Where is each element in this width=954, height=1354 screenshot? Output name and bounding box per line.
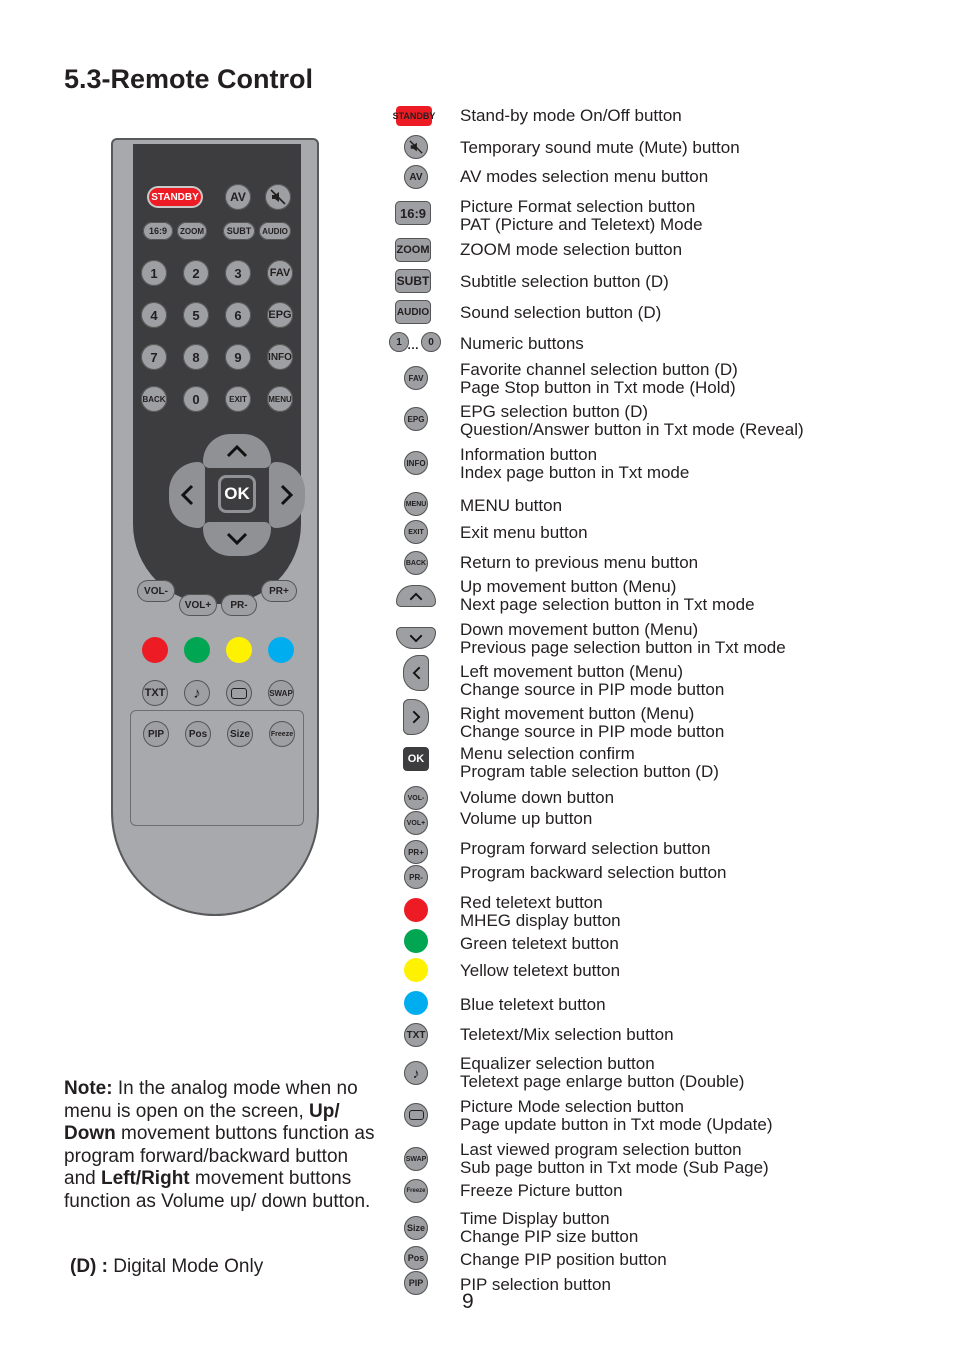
legend-line: Menu selection confirm [460, 744, 635, 763]
remote-key-5: 5 [183, 302, 209, 328]
legend-line: AV modes selection menu button [460, 167, 709, 186]
remote-info-button: INFO [267, 344, 293, 370]
legend-text-vol-minus [460, 789, 614, 807]
down-arrow-icon [226, 532, 248, 546]
legend-text-fav [460, 361, 738, 397]
mute-icon [270, 189, 286, 205]
remote-right-button [269, 462, 305, 528]
legend-swap-icon: SWAP [404, 1147, 428, 1171]
remote-mute-button [265, 184, 291, 210]
legend-line: Time Display button [460, 1209, 610, 1228]
legend-freeze-icon: Freeze [404, 1179, 428, 1203]
down-arrow-icon [409, 634, 423, 643]
remote-key-2: 2 [183, 260, 209, 286]
legend-text-yellow [460, 962, 620, 980]
analog-mode-note [64, 1078, 382, 1214]
legend-av-icon: AV [404, 165, 428, 189]
legend-menu-icon: MENU [404, 492, 428, 516]
legend-text-ratio [460, 198, 703, 234]
remote-standby-button: STANDBY [149, 188, 201, 206]
legend-text-txt [460, 1026, 674, 1044]
left-arrow-icon [180, 484, 194, 506]
legend-line: Change PIP size button [460, 1227, 639, 1246]
remote-key-6: 6 [225, 302, 251, 328]
picture-mode-icon [231, 688, 247, 699]
left-arrow-icon [412, 666, 421, 680]
legend-line: Page Stop button in Txt mode (Hold) [460, 378, 736, 397]
digital-note-label: (D) : [70, 1256, 108, 1277]
legend-line: Previous page selection button in Txt mode [460, 638, 786, 657]
legend-line: Volume down button [460, 788, 615, 807]
remote-equalizer-button [184, 680, 210, 706]
legend-text-standby [460, 107, 682, 125]
legend-line: Teletext/Mix selection button [460, 1025, 674, 1044]
right-arrow-icon [280, 484, 294, 506]
legend-line: Change PIP position button [460, 1250, 667, 1269]
legend-text-ok [460, 745, 719, 781]
legend-line: Equalizer selection button [460, 1054, 655, 1073]
legend-line: Left movement button (Menu) [460, 662, 684, 681]
remote-back-button: BACK [141, 386, 167, 412]
legend-text-mute [460, 139, 740, 157]
legend-exit-icon: EXIT [404, 520, 428, 544]
remote-ok-button: OK [218, 475, 256, 513]
legend-red-icon [404, 898, 428, 922]
legend-line: Subtitle selection button (D) [460, 272, 669, 291]
legend-text-zoom [460, 241, 682, 259]
legend-line: Numeric buttons [460, 334, 584, 353]
legend-equalizer-icon [404, 1061, 428, 1085]
legend-pr-minus-icon: PR- [404, 865, 428, 889]
legend-text-pip [460, 1276, 611, 1294]
remote-exit-button: EXIT [225, 386, 251, 412]
legend-text-green [460, 935, 619, 953]
legend-line: Picture Mode selection button [460, 1097, 684, 1116]
legend-vol-plus-icon: VOL+ [404, 811, 428, 835]
legend-text-subt [460, 273, 669, 291]
legend-line: Last viewed program selection button [460, 1140, 742, 1159]
right-arrow-icon [412, 710, 421, 724]
page-number: 9 [462, 1290, 474, 1313]
legend-back-icon: BACK [404, 551, 428, 575]
legend-left-button [403, 655, 429, 691]
legend-text-menu [460, 497, 562, 515]
remote-red-button [142, 637, 168, 663]
remote-nav-pad [169, 434, 305, 556]
legend-zoom-icon: ZOOM [395, 238, 431, 262]
legend-text-info [460, 446, 689, 482]
legend-line: Program backward selection button [460, 863, 727, 882]
legend-line: Return to previous menu button [460, 553, 699, 572]
legend-line: Down movement button (Menu) [460, 620, 699, 639]
remote-green-button [184, 637, 210, 663]
legend-line: Yellow teletext button [460, 961, 621, 980]
legend-line: Sound selection button (D) [460, 303, 662, 322]
remote-vol-minus-button: VOL- [137, 580, 175, 602]
legend-fav-icon: FAV [404, 366, 428, 390]
remote-txt-button: TXT [142, 680, 168, 706]
legend-text-right [460, 705, 724, 741]
legend-yellow-icon [404, 958, 428, 982]
remote-key-8: 8 [183, 344, 209, 370]
remote-blue-button [268, 637, 294, 663]
legend-line: Exit menu button [460, 523, 588, 542]
remote-up-button [203, 434, 271, 468]
legend-txt-icon: TXT [404, 1023, 428, 1047]
remote-key-3: 3 [225, 260, 251, 286]
remote-vol-pr-panel [133, 576, 301, 628]
legend-line: PIP selection button [460, 1275, 611, 1294]
legend-blue-icon [404, 991, 428, 1015]
legend-line: Temporary sound mute (Mute) button [460, 138, 740, 157]
picture-mode-icon [409, 1110, 424, 1120]
remote-pip-panel [130, 710, 304, 826]
legend-text-epg [460, 403, 804, 439]
digital-note-text: Digital Mode Only [107, 1256, 264, 1277]
remote-key-0: 0 [183, 386, 209, 412]
legend-up-button [396, 585, 436, 607]
legend-text-blue [460, 996, 606, 1014]
legend-pos-icon: Pos [404, 1246, 428, 1270]
remote-left-button [169, 462, 205, 528]
legend-line: Program table selection button (D) [460, 762, 719, 781]
legend-line: Program forward selection button [460, 839, 711, 858]
legend-line: Next page selection button in Txt mode [460, 595, 755, 614]
remote-pos-button: Pos [185, 721, 211, 747]
up-arrow-icon [409, 592, 423, 601]
legend-size-icon: Size [404, 1216, 428, 1240]
legend-line: Teletext page enlarge button (Double) [460, 1072, 745, 1091]
remote-av-button: AV [225, 184, 251, 210]
remote-swap-button: SWAP [268, 680, 294, 706]
remote-pip-button: PIP [143, 721, 169, 747]
legend-text-equalizer [460, 1055, 744, 1091]
remote-epg-button: EPG [267, 302, 293, 328]
remote-pr-minus-button: PR- [221, 594, 257, 616]
legend-num1-icon: 1 [389, 332, 409, 352]
remote-control-illustration [111, 138, 319, 916]
remote-ratio-button: 16:9 [143, 222, 173, 240]
remote-key-4: 4 [141, 302, 167, 328]
legend-line: Right movement button (Menu) [460, 704, 695, 723]
legend-info-icon: INFO [404, 451, 428, 475]
note-bold: Up/ Down [64, 1100, 340, 1145]
legend-line: Sub page button in Txt mode (Sub Page) [460, 1158, 769, 1177]
remote-down-button [203, 522, 271, 556]
legend-line: Page update button in Txt mode (Update) [460, 1115, 773, 1134]
legend-line: Freeze Picture button [460, 1181, 623, 1200]
remote-audio-button: AUDIO [259, 222, 291, 240]
legend-subt-icon: SUBT [395, 269, 431, 293]
legend-text-up [460, 578, 755, 614]
legend-line: Information button [460, 445, 598, 464]
legend-text-audio [460, 304, 661, 322]
legend-text-red [460, 894, 621, 930]
page-title: 5.3-Remote Control [64, 64, 314, 94]
note-text: In the analog mode when no menu is open on the screen, [64, 1078, 358, 1122]
legend-ratio-icon: 16:9 [395, 201, 431, 225]
legend-text-vol-plus [460, 810, 592, 828]
remote-subt-button: SUBT [223, 222, 255, 240]
legend-text-freeze [460, 1182, 623, 1200]
legend-num0-icon: 0 [421, 332, 441, 352]
legend-line: ZOOM mode selection button [460, 240, 683, 259]
remote-zoom-button: ZOOM [177, 222, 207, 240]
legend-text-exit [460, 524, 588, 542]
remote-size-button: Size [227, 721, 253, 747]
remote-yellow-button [226, 637, 252, 663]
legend-line: Change source in PIP mode button [460, 680, 725, 699]
legend-right-button [403, 699, 429, 735]
legend-text-swap [460, 1141, 769, 1177]
legend-pip-icon: PIP [404, 1271, 428, 1295]
legend-text-av [460, 168, 708, 186]
legend-line: Picture Format selection button [460, 197, 696, 216]
legend-text-back [460, 554, 698, 572]
legend-down-button [396, 627, 436, 649]
remote-menu-button: MENU [267, 386, 293, 412]
remote-key-7: 7 [141, 344, 167, 370]
legend-line: Change source in PIP mode button [460, 722, 725, 741]
legend-text-numeric [460, 335, 584, 353]
legend-text-pos [460, 1251, 667, 1269]
legend-picture-mode-icon [404, 1103, 428, 1127]
legend-pr-plus-icon: PR+ [404, 840, 428, 864]
legend-text-size [460, 1210, 638, 1246]
legend-mute-icon [404, 135, 428, 159]
legend-line: Volume up button [460, 809, 593, 828]
legend-standby-icon: STANDBY [396, 106, 432, 126]
legend-line: Blue teletext button [460, 995, 606, 1014]
note-label: Note: [64, 1078, 113, 1099]
legend-text-down [460, 621, 786, 657]
legend-text-left [460, 663, 724, 699]
ellipsis-icon: … [407, 338, 419, 352]
note-text: movement buttons function as program forward/backward button and [64, 1123, 375, 1190]
legend-text-picture-mode [460, 1098, 773, 1134]
legend-line: PAT (Picture and Teletext) Mode [460, 215, 703, 234]
legend-line: Up movement button (Menu) [460, 577, 677, 596]
note-text: movement buttons function as Volume up/ down button. [64, 1168, 371, 1212]
legend-line: MENU button [460, 496, 563, 515]
note-bold: Left/Right [100, 1168, 190, 1190]
legend-green-icon [404, 929, 428, 953]
digital-mode-note [70, 1256, 263, 1278]
legend-line: MHEG display button [460, 911, 621, 930]
legend-epg-icon: EPG [404, 407, 428, 431]
legend-line: Green teletext button [460, 934, 619, 953]
remote-top-panel [133, 144, 301, 604]
legend-line: Favorite channel selection button (D) [460, 360, 738, 379]
mute-icon [409, 140, 423, 154]
legend-line: Index page button in Txt mode [460, 463, 690, 482]
remote-freeze-button: Freeze [269, 721, 295, 747]
legend-line: Stand-by mode On/Off button [460, 106, 682, 125]
legend-line: EPG selection button (D) [460, 402, 649, 421]
remote-key-9: 9 [225, 344, 251, 370]
legend-text-pr-minus [460, 864, 726, 882]
legend-vol-minus-icon: VOL- [404, 786, 428, 810]
remote-fav-button: FAV [267, 260, 293, 286]
remote-vol-plus-button: VOL+ [179, 594, 217, 616]
remote-pr-plus-button: PR+ [261, 580, 297, 602]
music-note-icon: ♪ [412, 1065, 420, 1081]
remote-picture-mode-button [226, 680, 252, 706]
music-note-icon: ♪ [193, 684, 201, 702]
legend-ok-icon: OK [403, 747, 429, 771]
legend-audio-icon: AUDIO [395, 300, 431, 324]
remote-key-1: 1 [141, 260, 167, 286]
legend-line: Question/Answer button in Txt mode (Reveal) [460, 420, 804, 439]
legend-line: Red teletext button [460, 893, 603, 912]
up-arrow-icon [226, 444, 248, 458]
legend-text-pr-plus [460, 840, 710, 858]
